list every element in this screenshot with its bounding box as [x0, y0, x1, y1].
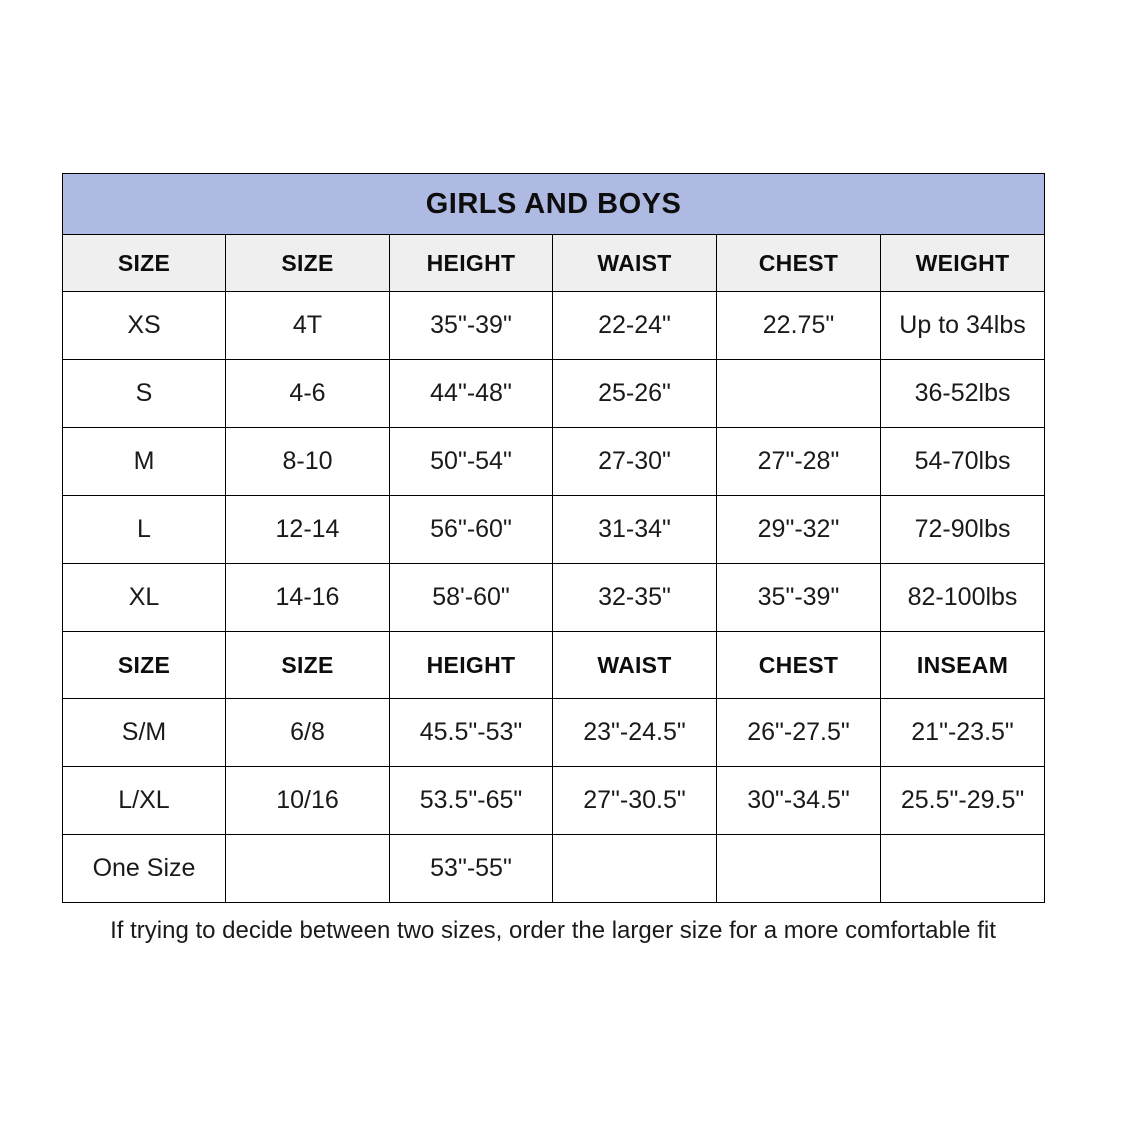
- column-header: WAIST: [553, 632, 717, 699]
- table-cell: [717, 835, 881, 903]
- column-header: HEIGHT: [390, 235, 553, 292]
- table-row: [63, 835, 1045, 903]
- table-cell: 12-14: [226, 496, 390, 564]
- table-cell: Up to 34lbs: [881, 292, 1045, 360]
- table-cell: 30"-34.5": [717, 767, 881, 835]
- table-cell: 4-6: [226, 360, 390, 428]
- table-cell: 4T: [226, 292, 390, 360]
- column-header: SIZE: [226, 632, 390, 699]
- table-cell: 35"-39": [390, 292, 553, 360]
- table-cell: [553, 835, 717, 903]
- table-cell: [717, 360, 881, 428]
- table-cell: 25.5"-29.5": [881, 767, 1045, 835]
- table-cell: L/XL: [63, 767, 226, 835]
- column-header: SIZE: [226, 235, 390, 292]
- column-header: WAIST: [553, 235, 717, 292]
- table-cell: 53.5"-65": [390, 767, 553, 835]
- table-cell: L: [63, 496, 226, 564]
- table-cell: 25-26": [553, 360, 717, 428]
- table-cell: 50"-54": [390, 428, 553, 496]
- table-cell: 23"-24.5": [553, 699, 717, 767]
- table-cell: 35"-39": [717, 564, 881, 632]
- column-header: INSEAM: [881, 632, 1045, 699]
- table-cell: 53"-55": [390, 835, 553, 903]
- column-header: SIZE: [63, 235, 226, 292]
- table-cell: [881, 835, 1045, 903]
- table-cell: 27-30": [553, 428, 717, 496]
- column-header: HEIGHT: [390, 632, 553, 699]
- table-cell: 44"-48": [390, 360, 553, 428]
- table-cell: 27"-30.5": [553, 767, 717, 835]
- footnote-text: If trying to decide between two sizes, order the larger size for a more comfortable fit: [110, 917, 996, 944]
- table-cell: 22-24": [553, 292, 717, 360]
- table-cell: 45.5"-53": [390, 699, 553, 767]
- column-header: CHEST: [717, 632, 881, 699]
- table-header-row-bottom: [63, 632, 1045, 699]
- table-cell: XS: [63, 292, 226, 360]
- table-cell: 82-100lbs: [881, 564, 1045, 632]
- table-cell: 56"-60": [390, 496, 553, 564]
- table-cell: 31-34": [553, 496, 717, 564]
- table-cell: 21"-23.5": [881, 699, 1045, 767]
- table-cell: XL: [63, 564, 226, 632]
- column-header: CHEST: [717, 235, 881, 292]
- table-cell: [226, 835, 390, 903]
- table-row: [63, 767, 1045, 835]
- table-cell: 27"-28": [717, 428, 881, 496]
- table-row: [63, 360, 1045, 428]
- table-cell: 14-16: [226, 564, 390, 632]
- table-cell: One Size: [63, 835, 226, 903]
- table-header-row-top: [63, 235, 1045, 292]
- table-cell: 72-90lbs: [881, 496, 1045, 564]
- table-cell: 8-10: [226, 428, 390, 496]
- column-header: WEIGHT: [881, 235, 1045, 292]
- table-cell: 10/16: [226, 767, 390, 835]
- table-row: [63, 564, 1045, 632]
- table-row: [63, 292, 1045, 360]
- table-cell: S/M: [63, 699, 226, 767]
- table-cell: S: [63, 360, 226, 428]
- table-cell: 54-70lbs: [881, 428, 1045, 496]
- table-cell: 36-52lbs: [881, 360, 1045, 428]
- column-header: SIZE: [63, 632, 226, 699]
- table-cell: 29"-32": [717, 496, 881, 564]
- table-row: [63, 496, 1045, 564]
- table-row: [63, 699, 1045, 767]
- table-title-row: [63, 174, 1045, 235]
- table-row: [63, 428, 1045, 496]
- table-cell: 58'-60": [390, 564, 553, 632]
- table-cell: 26"-27.5": [717, 699, 881, 767]
- size-chart-table: [62, 173, 1045, 903]
- table-cell: 6/8: [226, 699, 390, 767]
- page-title: GIRLS AND BOYS: [63, 174, 1045, 235]
- table-cell: 32-35": [553, 564, 717, 632]
- table-cell: 22.75": [717, 292, 881, 360]
- table-cell: M: [63, 428, 226, 496]
- size-chart-sheet: [62, 173, 1044, 945]
